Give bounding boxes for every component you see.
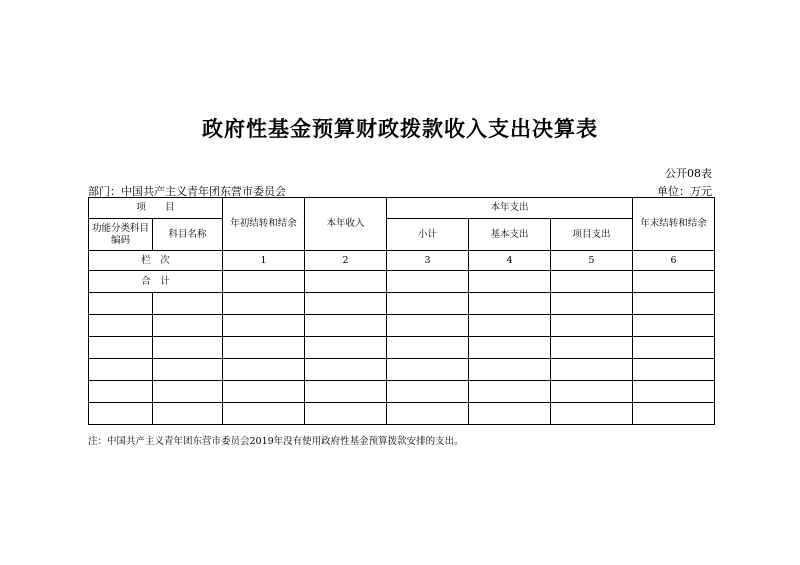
- table-row: [89, 337, 715, 359]
- table-cell: [89, 403, 153, 425]
- table-cell: [469, 403, 551, 425]
- table-cell: [153, 359, 223, 381]
- form-number: 公开08表: [665, 167, 712, 180]
- table-cell: [387, 337, 469, 359]
- table-cell: [305, 293, 387, 315]
- table-cell: [551, 271, 633, 293]
- table-cell: [305, 315, 387, 337]
- column-index: 6: [633, 251, 715, 271]
- table-cell: [223, 381, 305, 403]
- department-label: 部门：中国共产主义青年团东营市委员会: [88, 185, 286, 198]
- header-project: 项 目: [89, 198, 223, 219]
- header-func-code: 功能分类科目编码: [89, 219, 153, 251]
- table-cell: [551, 403, 633, 425]
- footnote: 注：中国共产主义青年团东营市委员会2019年没有使用政府性基金预算拨款安排的支出。: [88, 436, 464, 447]
- table-cell: [633, 315, 715, 337]
- table-cell: [387, 315, 469, 337]
- table-cell: [551, 359, 633, 381]
- header-carry-end: 年末结转和结余: [633, 198, 715, 251]
- table-cell: [305, 403, 387, 425]
- table-cell: [153, 403, 223, 425]
- table-cell: [387, 271, 469, 293]
- table-cell: [387, 293, 469, 315]
- table-cell: [633, 337, 715, 359]
- table-cell: [89, 337, 153, 359]
- table-cell: [305, 381, 387, 403]
- header-income: 本年收入: [305, 198, 387, 251]
- table-cell: [89, 381, 153, 403]
- column-index: 1: [223, 251, 305, 271]
- table-row: [89, 359, 715, 381]
- table-cell: [223, 271, 305, 293]
- unit-label: 单位：万元: [657, 185, 712, 198]
- table-cell: [551, 315, 633, 337]
- table-cell: [223, 293, 305, 315]
- table-cell: [633, 271, 715, 293]
- table-cell: [469, 315, 551, 337]
- column-index: 2: [305, 251, 387, 271]
- table-cell: [387, 359, 469, 381]
- table-cell: [633, 293, 715, 315]
- total-row: [89, 271, 715, 293]
- table-cell: [387, 403, 469, 425]
- table-cell: [305, 359, 387, 381]
- table-cell: [223, 337, 305, 359]
- header-project-exp: 项目支出: [551, 219, 633, 251]
- table-row: [89, 403, 715, 425]
- budget-table: [88, 197, 715, 425]
- table-cell: [305, 337, 387, 359]
- table-cell: [153, 315, 223, 337]
- table-cell: [633, 403, 715, 425]
- total-label: 合 计: [89, 271, 223, 293]
- column-index: 5: [551, 251, 633, 271]
- table-cell: [223, 403, 305, 425]
- table-cell: [469, 293, 551, 315]
- table-cell: [633, 359, 715, 381]
- header-subject-name: 科目名称: [153, 219, 223, 251]
- column-index: 4: [469, 251, 551, 271]
- table-cell: [633, 381, 715, 403]
- table-cell: [89, 293, 153, 315]
- header-carry-begin: 年初结转和结余: [223, 198, 305, 251]
- column-index: 3: [387, 251, 469, 271]
- table-cell: [153, 381, 223, 403]
- header-basic-exp: 基本支出: [469, 219, 551, 251]
- table-cell: [153, 293, 223, 315]
- table-cell: [469, 271, 551, 293]
- table-row: [89, 315, 715, 337]
- table-row: [89, 293, 715, 315]
- table-row: [89, 381, 715, 403]
- header-subtotal: 小计: [387, 219, 469, 251]
- document-title: 政府性基金预算财政拨款收入支出决算表: [202, 116, 598, 141]
- table-cell: [387, 381, 469, 403]
- table-cell: [551, 337, 633, 359]
- table-cell: [153, 337, 223, 359]
- table-cell: [469, 381, 551, 403]
- header-expenditure: 本年支出: [387, 198, 633, 219]
- table-cell: [89, 359, 153, 381]
- table-cell: [89, 315, 153, 337]
- table-cell: [469, 337, 551, 359]
- column-index-label: 栏 次: [89, 251, 223, 271]
- table-cell: [223, 359, 305, 381]
- table-cell: [223, 315, 305, 337]
- table-cell: [305, 271, 387, 293]
- table-cell: [469, 359, 551, 381]
- table-cell: [551, 381, 633, 403]
- table-cell: [551, 293, 633, 315]
